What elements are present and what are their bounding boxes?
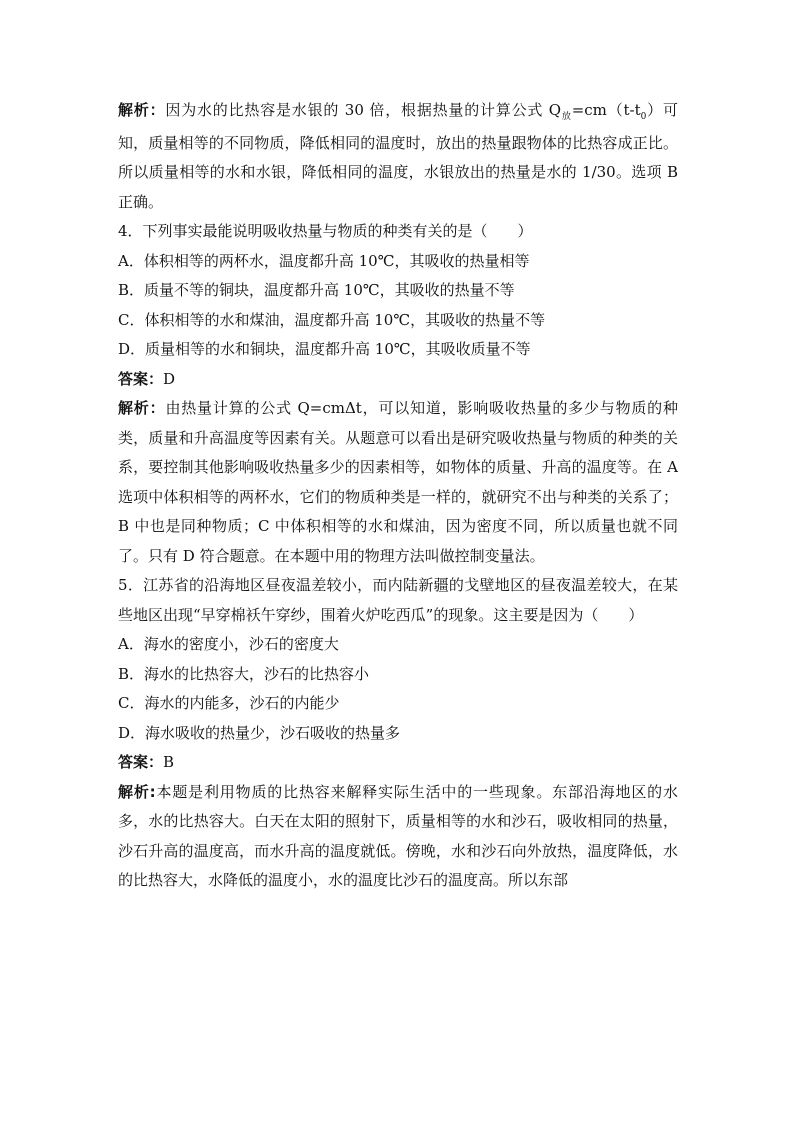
- q5-answer-value: B: [163, 753, 175, 771]
- document-page: [118, 96, 678, 896]
- q3-subscript-fang: 放: [561, 112, 572, 122]
- q4-option-d: D．质量相等的水和铜块，温度都升高 10℃，其吸收质量不等: [118, 340, 531, 358]
- q3-analysis-text-3: ）可知，质量相等的不同物质，降低相同的温度时，放出的热量跟物体的比热容成正比。所以质量相等的水和水银，降低相同的温度，水银放出的热量是水的 1/30。选项 B 正确。: [118, 101, 678, 211]
- q4-option-b: B．质量不等的铜块，温度都升高 10℃，其吸收的热量不等: [118, 281, 515, 299]
- q3-analysis-text-1: 因为水的比热容是水银的 30 倍，根据热量的计算公式 Q: [165, 101, 562, 119]
- q3-analysis-text-2: =cm（t-t: [571, 101, 641, 119]
- analysis-label: 解析：: [118, 101, 166, 119]
- q5-option-d: D．海水吸收的热量少，沙石吸收的热量多: [118, 723, 401, 742]
- q3-analysis: [118, 96, 678, 217]
- q5-answer: [118, 748, 678, 778]
- q5-stem: 5．江苏省的沿海地区昼夜温差较小，而内陆新疆的戈壁地区的昼夜温差较大，在某些地区出现“早穿棉袄午穿纱，围着火炉吃西瓜”的现象。这主要是因为（ ）: [118, 576, 678, 624]
- analysis-label: 解析:: [118, 782, 156, 801]
- q4-answer-value: D: [163, 369, 176, 388]
- q5-analysis-text: 本题是利用物质的比热容来解释实际生活中的一些现象。东部沿海地区的水多，水的比热容大。白天在太阳的照射下，质量相等的水和沙石，吸收相同的热量，沙石升高的温度高，而水升高的温度就低。傍晚，水和沙石向外放热，温度降低，水的比热容大，水降低的温度小，水的温度比沙石的温度高。所以东部: [118, 782, 678, 889]
- q4-answer: [118, 365, 678, 395]
- q5-option-c: C．海水的内能多，沙石的内能少: [118, 694, 340, 712]
- q4-option-a: A．体积相等的两杯水，温度都升高 10℃，其吸收的热量相等: [118, 251, 530, 270]
- q3-subscript-zero: 0: [640, 112, 647, 122]
- q5-option-b: B．海水的比热容大，沙石的比热容小: [118, 664, 370, 683]
- q4-stem: 4．下列事实最能说明吸收热量与物质的种类有关的是（ ）: [118, 222, 533, 240]
- analysis-label: 解析：: [118, 399, 166, 417]
- q4-option-c: C．体积相等的水和煤油，温度都升高 10℃，其吸收的热量不等: [118, 310, 546, 329]
- q5-option-a: A．海水的密度小，沙石的密度大: [118, 635, 339, 653]
- q5-analysis: [118, 778, 678, 896]
- answer-label: 答案：: [118, 369, 164, 388]
- answer-label: 答案：: [118, 753, 164, 771]
- q4-analysis-text: 由热量计算的公式 Q=cmΔt，可以知道，影响吸收热量的多少与物质的种类，质量和升高温度等因素有关。从题意可以看出是研究吸收热量与物质的种类的关系，要控制其他影响吸收热量多少的因素相等，如物体的质量、升高的温度等。在 A 选项中体积相等的两杯水，它们的物质种类是一样的，就研究不出与种类的关系了；B 中也是同种物质；C 中体积相等的水和煤油，因为密度不同，所以质量也就不同了。只有 D 符合题意。在本题中用的物理方法叫做控制变量法。: [118, 399, 678, 565]
- q4-analysis: [118, 394, 678, 571]
